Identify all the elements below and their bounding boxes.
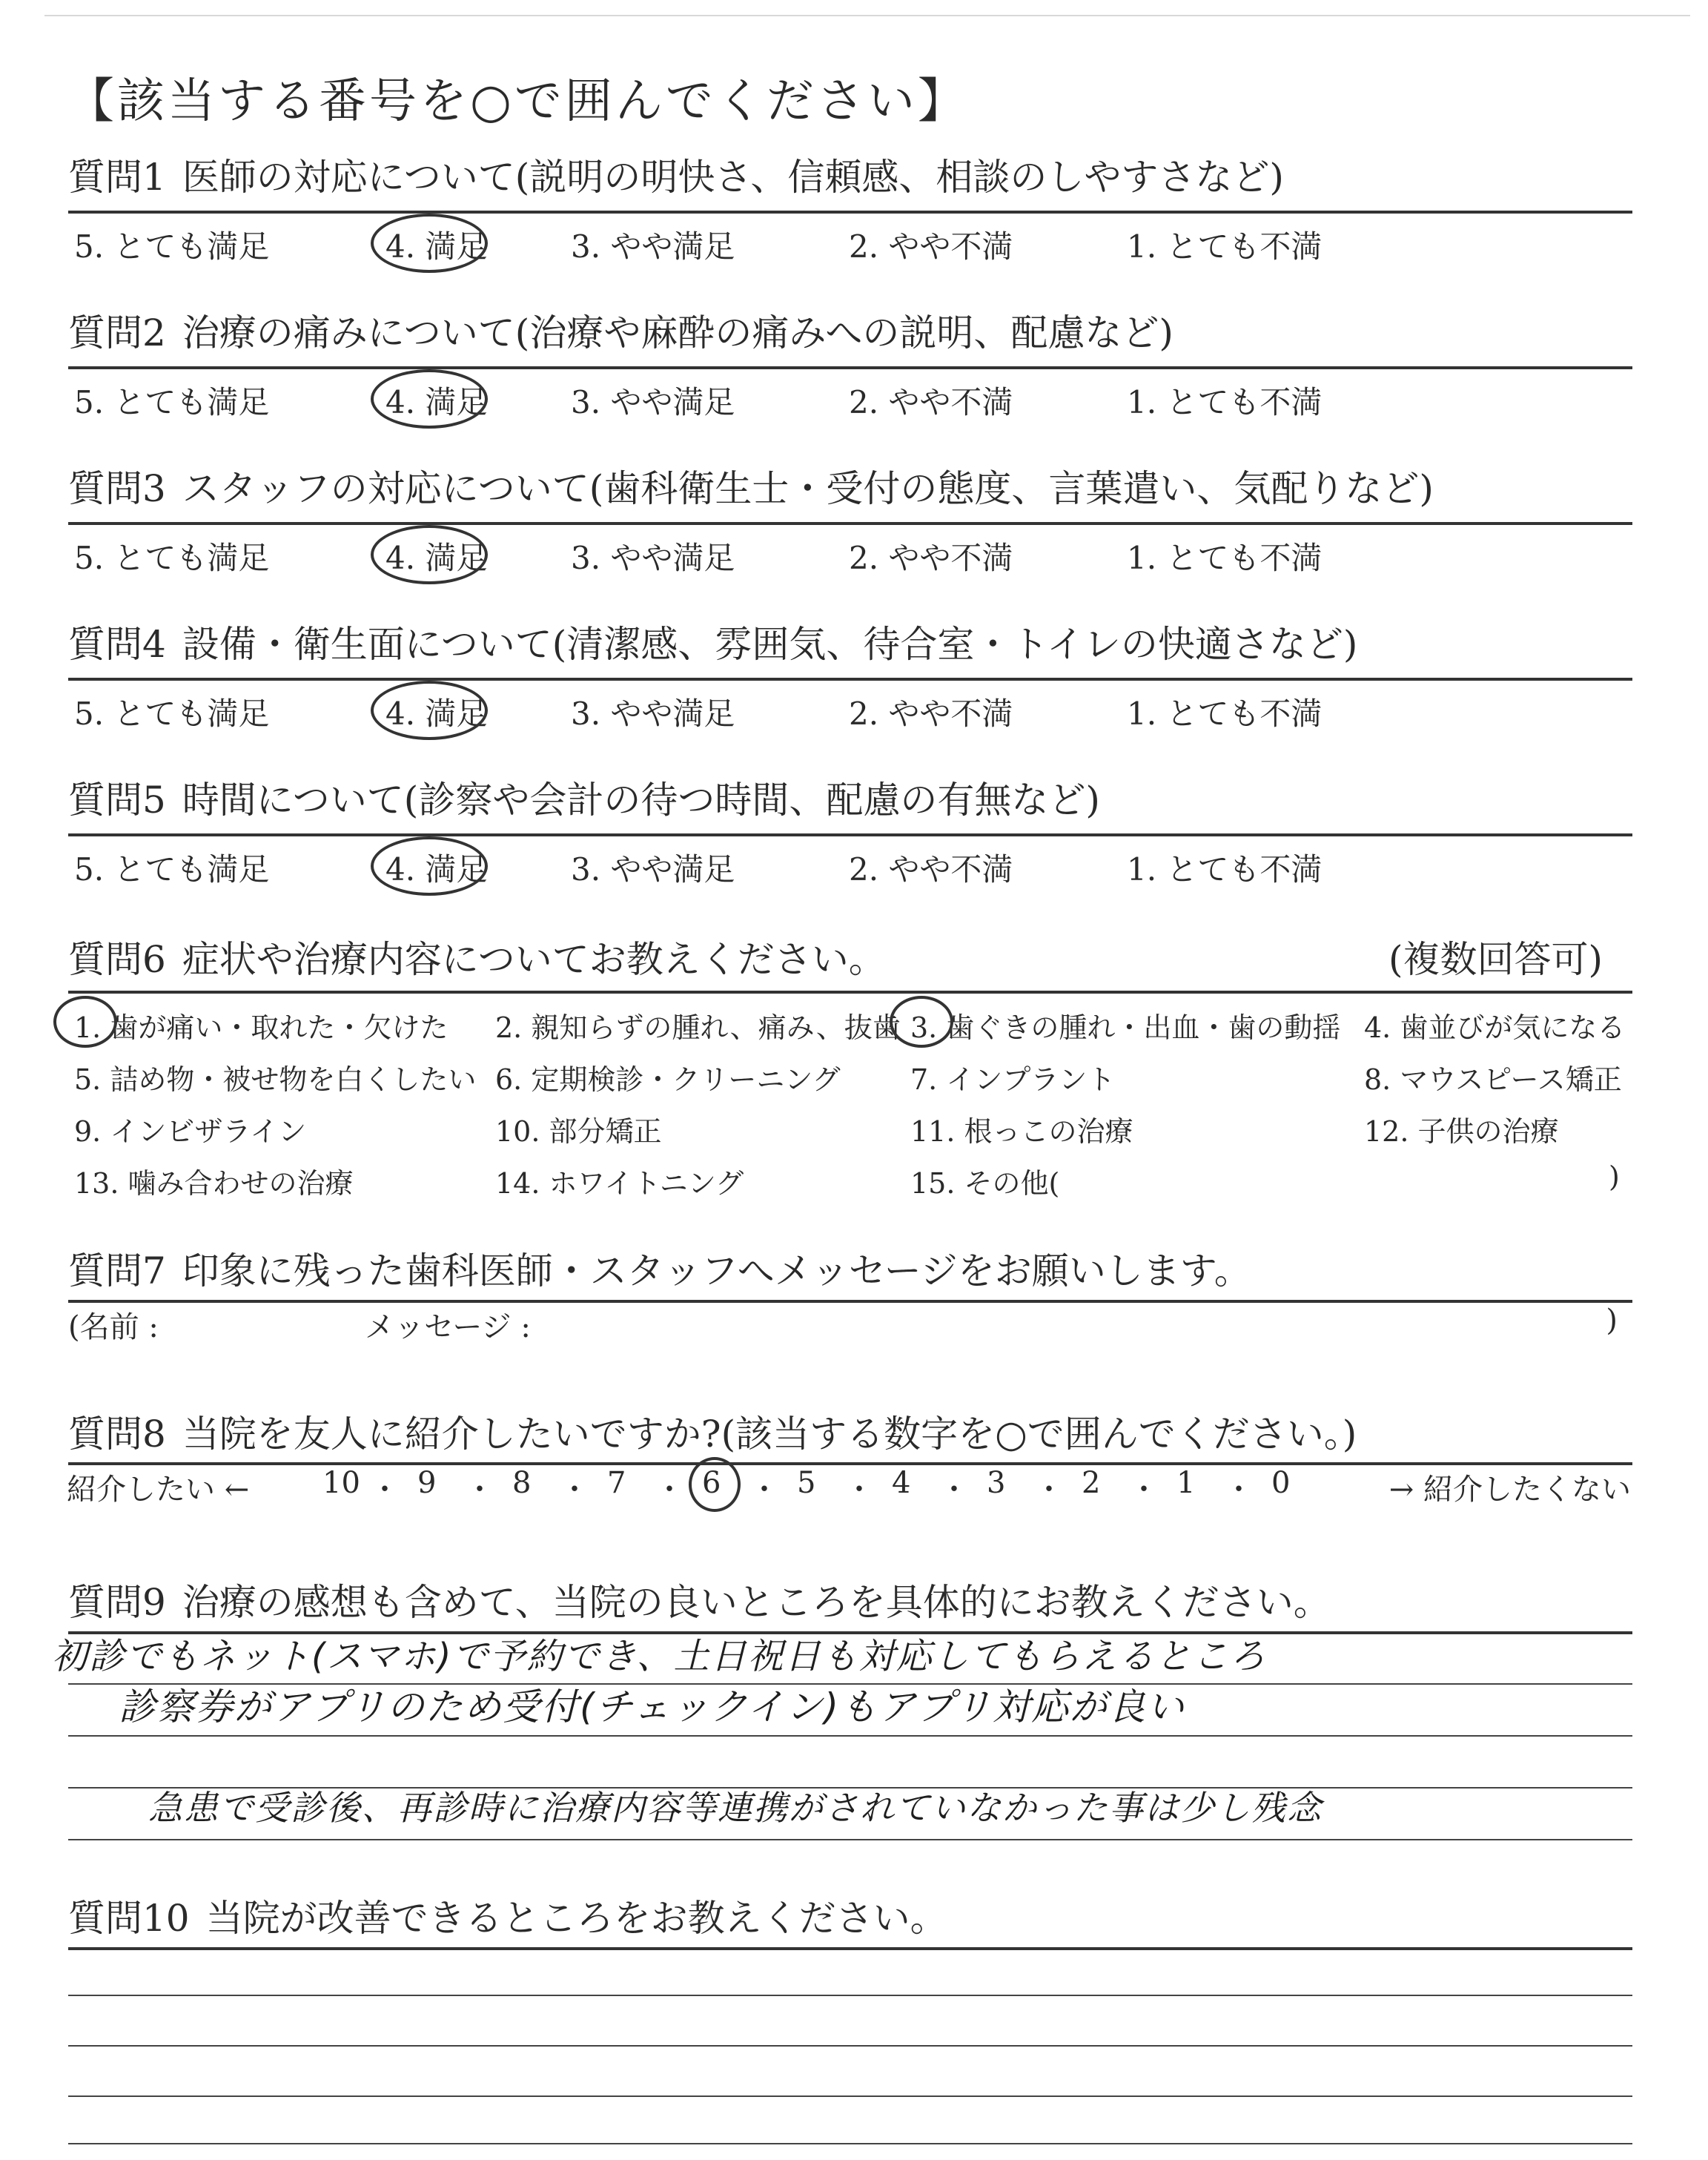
- q2-option-3[interactable]: 3. やや満足: [571, 384, 735, 420]
- q9-handwritten-line-4: 急患で受診後、再診時に治療内容等連携がされていなかった事は少し残念: [148, 1788, 1323, 1828]
- q7-message-label: メッセージ :: [365, 1310, 531, 1344]
- q8-separator: ・: [465, 1473, 494, 1507]
- q8-scale-10[interactable]: 10: [322, 1466, 360, 1500]
- q7-rule: [68, 1300, 1632, 1303]
- q6-option-1[interactable]: 1. 歯が痛い・取れた・欠けた: [74, 1011, 448, 1044]
- q8-separator: ・: [1129, 1473, 1159, 1507]
- q7-header: [68, 1242, 1632, 1300]
- q4-option-4[interactable]: 4. 満足: [385, 696, 488, 732]
- q6-option-14[interactable]: 14. ホワイトニング: [495, 1167, 744, 1200]
- q10-rule: [68, 1947, 1632, 1950]
- q5-text: 時間について(診察や会計の待つ時間、配慮の有無など): [182, 779, 1100, 822]
- q6-option-11[interactable]: 11. 根っこの治療: [910, 1115, 1133, 1148]
- q4-rule: [68, 678, 1632, 681]
- q9-handwritten-line-2: 診察券がアプリのため受付(チェックイン)もアプリ対応が良い: [119, 1685, 1186, 1728]
- q7-close: ): [1606, 1304, 1618, 1338]
- q1-rule: [68, 211, 1632, 214]
- q8-label: 質問8: [68, 1413, 166, 1456]
- q8-scale-5[interactable]: 5: [797, 1466, 816, 1500]
- q8-scale-3[interactable]: 3: [987, 1466, 1006, 1500]
- q1-option-5[interactable]: 5. とても満足: [74, 228, 270, 265]
- q10-header: [68, 1889, 1632, 1947]
- q1-option-2[interactable]: 2. やや不満: [849, 228, 1013, 265]
- q4-option-2[interactable]: 2. やや不満: [849, 696, 1013, 732]
- q6-option-9[interactable]: 9. インビザライン: [74, 1115, 307, 1148]
- q2-text: 治療の痛みについて(治療や麻酔の痛みへの説明、配慮など): [182, 311, 1174, 354]
- q1-label: 質問1: [68, 156, 166, 199]
- q5-option-5[interactable]: 5. とても満足: [74, 851, 270, 888]
- q6-option-2[interactable]: 2. 親知らずの腫れ、痛み、抜歯: [495, 1011, 901, 1044]
- q8-scale-2[interactable]: 2: [1082, 1466, 1101, 1500]
- q5-option-3[interactable]: 3. やや満足: [571, 851, 735, 888]
- q1-option-1[interactable]: 1. とても不満: [1127, 228, 1323, 265]
- q4-text: 設備・衛生面について(清潔感、雰囲気、待合室・トイレの快適さなど): [182, 623, 1358, 666]
- q6-option-13[interactable]: 13. 噛み合わせの治療: [74, 1167, 354, 1200]
- q3-option-4[interactable]: 4. 満足: [385, 540, 488, 576]
- q3-option-1[interactable]: 1. とても不満: [1127, 540, 1323, 576]
- q8-scale-8[interactable]: 8: [512, 1466, 532, 1500]
- q5-option-2[interactable]: 2. やや不満: [849, 851, 1013, 888]
- q3-option-3[interactable]: 3. やや満足: [571, 540, 735, 576]
- q10-line-2: [68, 2045, 1632, 2047]
- q3-label: 質問3: [68, 467, 166, 510]
- q8-scale-1[interactable]: 1: [1176, 1466, 1196, 1500]
- q8-separator: ・: [560, 1473, 589, 1507]
- q8-scale-6[interactable]: 6: [702, 1466, 721, 1500]
- q4-option-1[interactable]: 1. とても不満: [1127, 696, 1323, 732]
- q8-right-label: → 紹介したくない: [1388, 1473, 1631, 1507]
- q8-separator: ・: [844, 1473, 874, 1507]
- q4-option-5[interactable]: 5. とても満足: [74, 696, 270, 732]
- q8-scale-7[interactable]: 7: [607, 1466, 626, 1500]
- q6-option-12[interactable]: 12. 子供の治療: [1364, 1115, 1559, 1148]
- q8-scale-0[interactable]: 0: [1271, 1466, 1291, 1500]
- q6-option-10[interactable]: 10. 部分矯正: [495, 1115, 662, 1148]
- q8-separator: ・: [655, 1473, 684, 1507]
- q2-option-5[interactable]: 5. とても満足: [74, 384, 270, 420]
- q1-header: [68, 148, 1632, 206]
- q10-line-1: [68, 1995, 1632, 1996]
- q2-option-2[interactable]: 2. やや不満: [849, 384, 1013, 420]
- q8-text: 当院を友人に紹介したいですか?(該当する数字を○で囲んでください。): [182, 1413, 1357, 1456]
- q9-label: 質問9: [68, 1581, 166, 1624]
- q9-line-2: [68, 1735, 1632, 1737]
- q5-header: [68, 771, 1632, 829]
- q6-option-15[interactable]: 15. その他(: [910, 1167, 1060, 1200]
- q6-option-3[interactable]: 3. 歯ぐきの腫れ・出血・歯の動揺: [910, 1011, 1341, 1044]
- q9-text: 治療の感想も含めて、当院の良いところを具体的にお教えください。: [182, 1581, 1331, 1624]
- q8-separator: ・: [1034, 1473, 1064, 1507]
- q8-header: [68, 1405, 1632, 1463]
- q1-option-4[interactable]: 4. 満足: [385, 228, 488, 265]
- q2-option-1[interactable]: 1. とても不満: [1127, 384, 1323, 420]
- page-title: 【該当する番号を○で囲んでください】: [67, 74, 968, 129]
- q1-text: 医師の対応について(説明の明快さ、信頼感、相談のしやすさなど): [182, 156, 1284, 199]
- survey-page: 【該当する番号を○で囲んでください】 質問1 医師の対応について(説明の明快さ、信頼感、相談のしやすさなど) 5. とても満足 4. 満足 3. やや満足 2. やや不満 1. とても不満 質問2 治療の痛みについて(治療や麻酔の痛みへの説明、配慮など) 5. とても満足 4. 満足 3. やや満足 2. やや不満 1. とても不満 質問3 スタッフの対応について(歯科衛生士・受付の態度、言葉遣い、気配りなど) 5. とても満足 4. 満足 3. やや満足 2. やや不満 1. とても不満 質問4 設備・衛生面について(清潔感、雰囲気、待合室・トイレの快適さなど) 5. とても満足 4. 満足 3. やや満足 2. やや不満 1. とても不満 質問5 時間について(診察や会計の待つ時間、配慮の有無など) 5. とても満足 4. 満足 3. やや満足 2. やや不満 1. とても不満 質問6 症状や治療内容についてお教えください。 (複数回答可) 1. 歯が痛い・取れた・欠けた 2. 親知らずの腫れ、痛み、抜歯 3. 歯ぐきの腫れ・出血・歯の動揺 4. 歯並びが気になる 5. 詰め物・被せ物を白くしたい 6. 定期検診・クリーニング 7. インプラント 8. マウスピース矯正 9. インビザライン 10. 部分矯正 11. 根っこの治療 12. 子供の治療 13. 噛み合わせの治療 14. ホワイトニング 15. その他( ) 質問7 印象に残った歯科医師・スタッフへメッセージをお願いします。 (名前 : メッセージ : ) 質問8 当院を友人に紹介したいですか?(該当する数字を○で囲んでください。) 紹介したい ← → 紹介したくない 10 ・ 9 ・ 8 ・ 7 ・ 6 ・ 5 ・ 4 ・ 3 ・ 2 ・ 1 ・ 0 質問9 治療の感想も含めて、当院の良いところを具体的にお教えください。 初診でもネット(スマホ)で予約でき、土日祝日も対応してもらえるところ 診察券がアプリのため受付(チェックイン)もアプリ対応が良い 急患で受診後、再診時に治療内容等連携がされていなかった事は少し残念 質問10 当院が改善できるところをお教えください。: [0, 0, 1708, 2160]
- q3-rule: [68, 522, 1632, 525]
- q2-header: [68, 304, 1632, 362]
- q10-text: 当院が改善できるところをお教えください。: [205, 1897, 947, 1940]
- q5-label: 質問5: [68, 779, 166, 822]
- q6-note: (複数回答可): [1388, 938, 1603, 981]
- q3-header: [68, 460, 1632, 518]
- q3-option-5[interactable]: 5. とても満足: [74, 540, 270, 576]
- q8-scale-4[interactable]: 4: [892, 1466, 911, 1500]
- q8-separator: ・: [939, 1473, 969, 1507]
- q5-rule: [68, 833, 1632, 836]
- q6-option-6[interactable]: 6. 定期検診・クリーニング: [495, 1063, 841, 1096]
- q6-rule: [68, 991, 1632, 994]
- q3-option-2[interactable]: 2. やや不満: [849, 540, 1013, 576]
- q10-label: 質問10: [68, 1897, 190, 1940]
- q5-option-4[interactable]: 4. 満足: [385, 851, 488, 888]
- q2-rule: [68, 366, 1632, 369]
- q8-separator: ・: [370, 1473, 400, 1507]
- top-border: [44, 15, 1690, 16]
- q6-option-4[interactable]: 4. 歯並びが気になる: [1364, 1011, 1626, 1044]
- q6-option-7[interactable]: 7. インプラント: [910, 1063, 1116, 1096]
- q7-name-label: (名前 :: [68, 1310, 159, 1344]
- q2-label: 質問2: [68, 311, 166, 354]
- q6-header: [68, 931, 1632, 988]
- q6-label: 質問6: [68, 938, 166, 981]
- q10-line-3: [68, 2095, 1632, 2097]
- q8-separator: ・: [1224, 1473, 1254, 1507]
- q6-option-8[interactable]: 8. マウスピース矯正: [1364, 1063, 1622, 1096]
- q7-text: 印象に残った歯科医師・スタッフへメッセージをお願いします。: [182, 1249, 1251, 1292]
- q9-handwritten-line-1: 初診でもネット(スマホ)で予約でき、土日祝日も対応してもらえるところ: [52, 1636, 1267, 1677]
- q1-option-3[interactable]: 3. やや満足: [571, 228, 735, 265]
- q6-text: 症状や治療内容についてお教えください。: [182, 938, 886, 981]
- q4-label: 質問4: [68, 623, 166, 666]
- q8-scale-9[interactable]: 9: [417, 1466, 437, 1500]
- q4-option-3[interactable]: 3. やや満足: [571, 696, 735, 732]
- q3-text: スタッフの対応について(歯科衛生士・受付の態度、言葉遣い、気配りなど): [182, 467, 1434, 510]
- q2-option-4[interactable]: 4. 満足: [385, 384, 488, 420]
- q9-header: [68, 1573, 1632, 1631]
- q4-header: [68, 615, 1632, 673]
- q10-line-4: [68, 2143, 1632, 2144]
- q8-rule: [68, 1462, 1632, 1465]
- q8-separator: ・: [749, 1473, 779, 1507]
- q9-line-4: [68, 1839, 1632, 1840]
- q7-label: 質問7: [68, 1249, 166, 1292]
- q6-option-5[interactable]: 5. 詰め物・被せ物を白くしたい: [74, 1063, 477, 1096]
- q5-option-1[interactable]: 1. とても不満: [1127, 851, 1323, 888]
- q8-left-label: 紹介したい ←: [67, 1473, 250, 1507]
